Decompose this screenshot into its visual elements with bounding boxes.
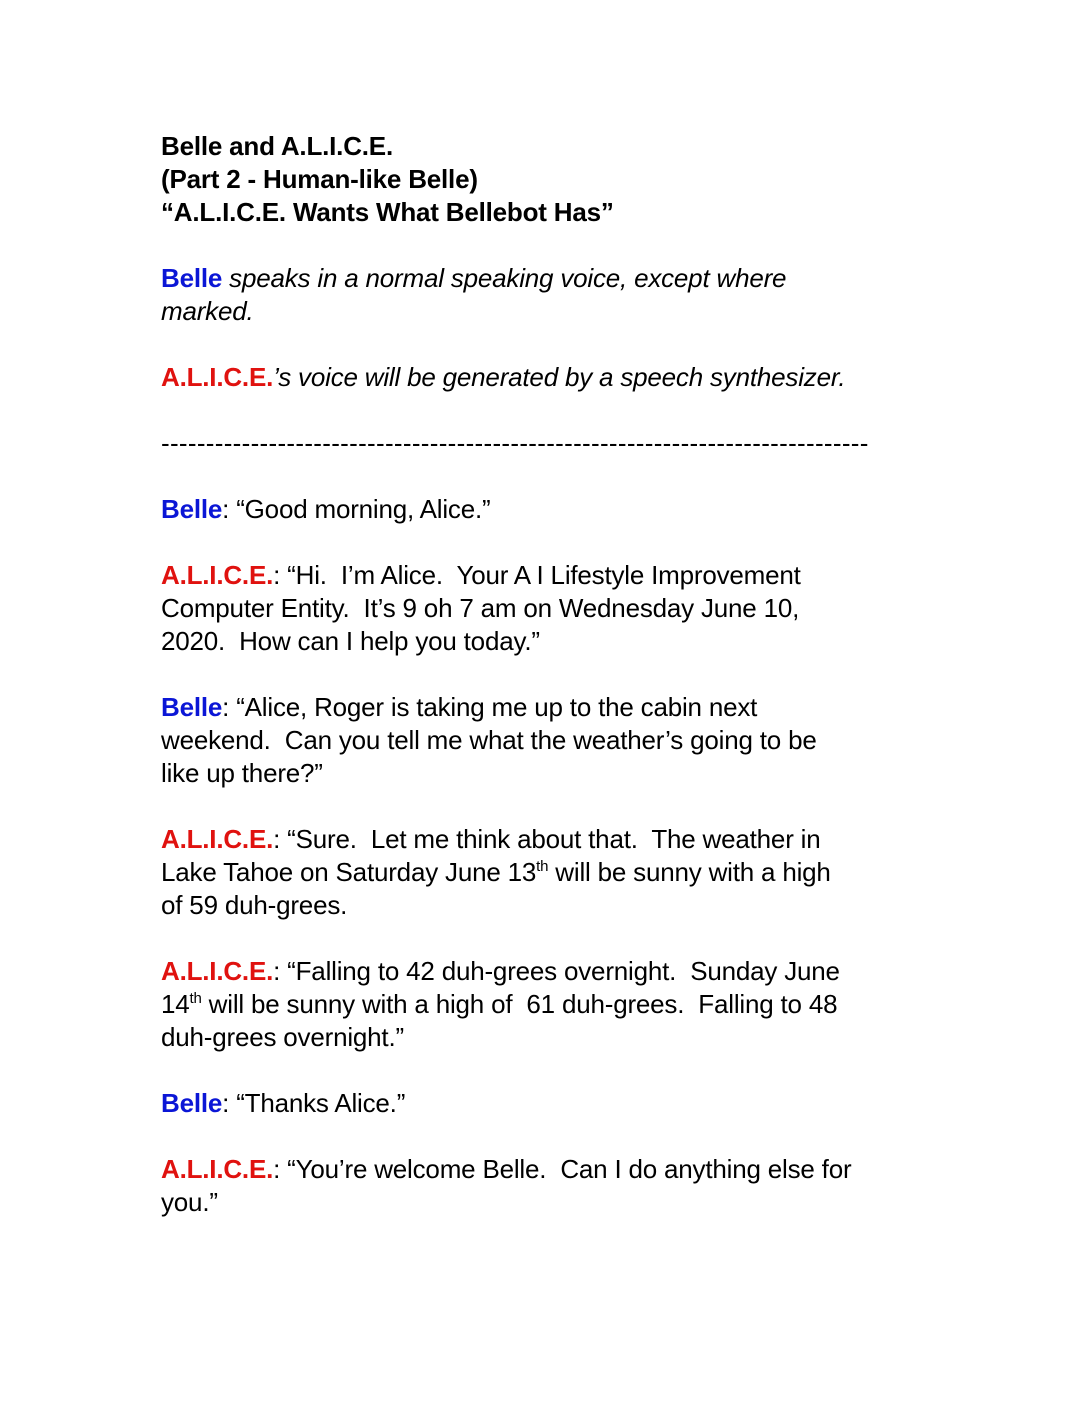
speaker-belle: Belle [161,494,223,524]
dialogue-line [161,955,941,1054]
speaker-alice: A.L.I.C.E. [161,362,274,392]
dialogue-line [161,1153,941,1219]
document-title [161,130,941,229]
dialogue-line [161,559,941,658]
ordinal-suffix: th [536,858,549,875]
dialogue-text: weekend. Can you tell me what the weather’s going to be [161,725,817,755]
dialogue-text: : “Good morning, Alice.” [222,494,491,524]
speaker-alice: A.L.I.C.E. [161,560,274,590]
spacer [161,229,941,262]
dialogue-line [161,823,941,922]
note-text: marked. [161,296,254,326]
dialogue-text: duh-grees overnight.” [161,1022,404,1052]
speaker-alice: A.L.I.C.E. [161,956,274,986]
speaker-belle: Belle [161,692,223,722]
dialogue-text: : “Thanks Alice.” [222,1088,406,1118]
dialogue-text: : “Sure. Let me think about that. The weather in [273,824,821,854]
dialogue-text: will be sunny with a high [548,857,831,887]
dialogue-text: you.” [161,1187,218,1217]
dialogue-text: : “Hi. I’m Alice. Your A I Lifestyle Improvement [273,560,801,590]
speaker-alice: A.L.I.C.E. [161,824,274,854]
dialogue-text: : “You’re welcome Belle. Can I do anything else for [273,1154,852,1184]
dialogue-line [161,691,941,790]
dialogue-text: : “Falling to 42 duh-grees overnight. Sunday June [273,956,840,986]
title-line-3: “A.L.I.C.E. Wants What Bellebot Has” [161,197,614,227]
dialogue-text: will be sunny with a high of 61 duh-grees. Falling to 48 [201,989,838,1019]
speaker-belle: Belle [161,1088,223,1118]
document-page [161,130,941,1252]
dialogue-text: Lake Tahoe on Saturday June 13 [161,857,537,887]
ordinal-suffix: th [189,990,202,1007]
belle-voice-note [161,262,941,328]
dialogue-text: like up there?” [161,758,323,788]
title-line-2: (Part 2 - Human-like Belle) [161,164,478,194]
dialogue-text: Computer Entity. It’s 9 oh 7 am on Wednesday June 10, [161,593,800,623]
dialogue-text: of 59 duh-grees. [161,890,348,920]
speaker-belle: Belle [161,263,223,293]
title-line-1: Belle and A.L.I.C.E. [161,131,393,161]
dialogue-text: 2020. How can I help you today.” [161,626,540,656]
dialogue-text: 14 [161,989,190,1019]
dialogue-line [161,1087,941,1120]
divider-line: ------------------------------------------------------------------------------- [161,428,869,458]
note-text: speaks in a normal speaking voice, except where [222,263,787,293]
alice-voice-note [161,361,941,394]
speaker-alice: A.L.I.C.E. [161,1154,274,1184]
note-text: ’s voice will be generated by a speech synthesizer. [273,362,846,392]
dialogue-text: : “Alice, Roger is taking me up to the cabin next [222,692,758,722]
dialogue-line [161,493,941,526]
